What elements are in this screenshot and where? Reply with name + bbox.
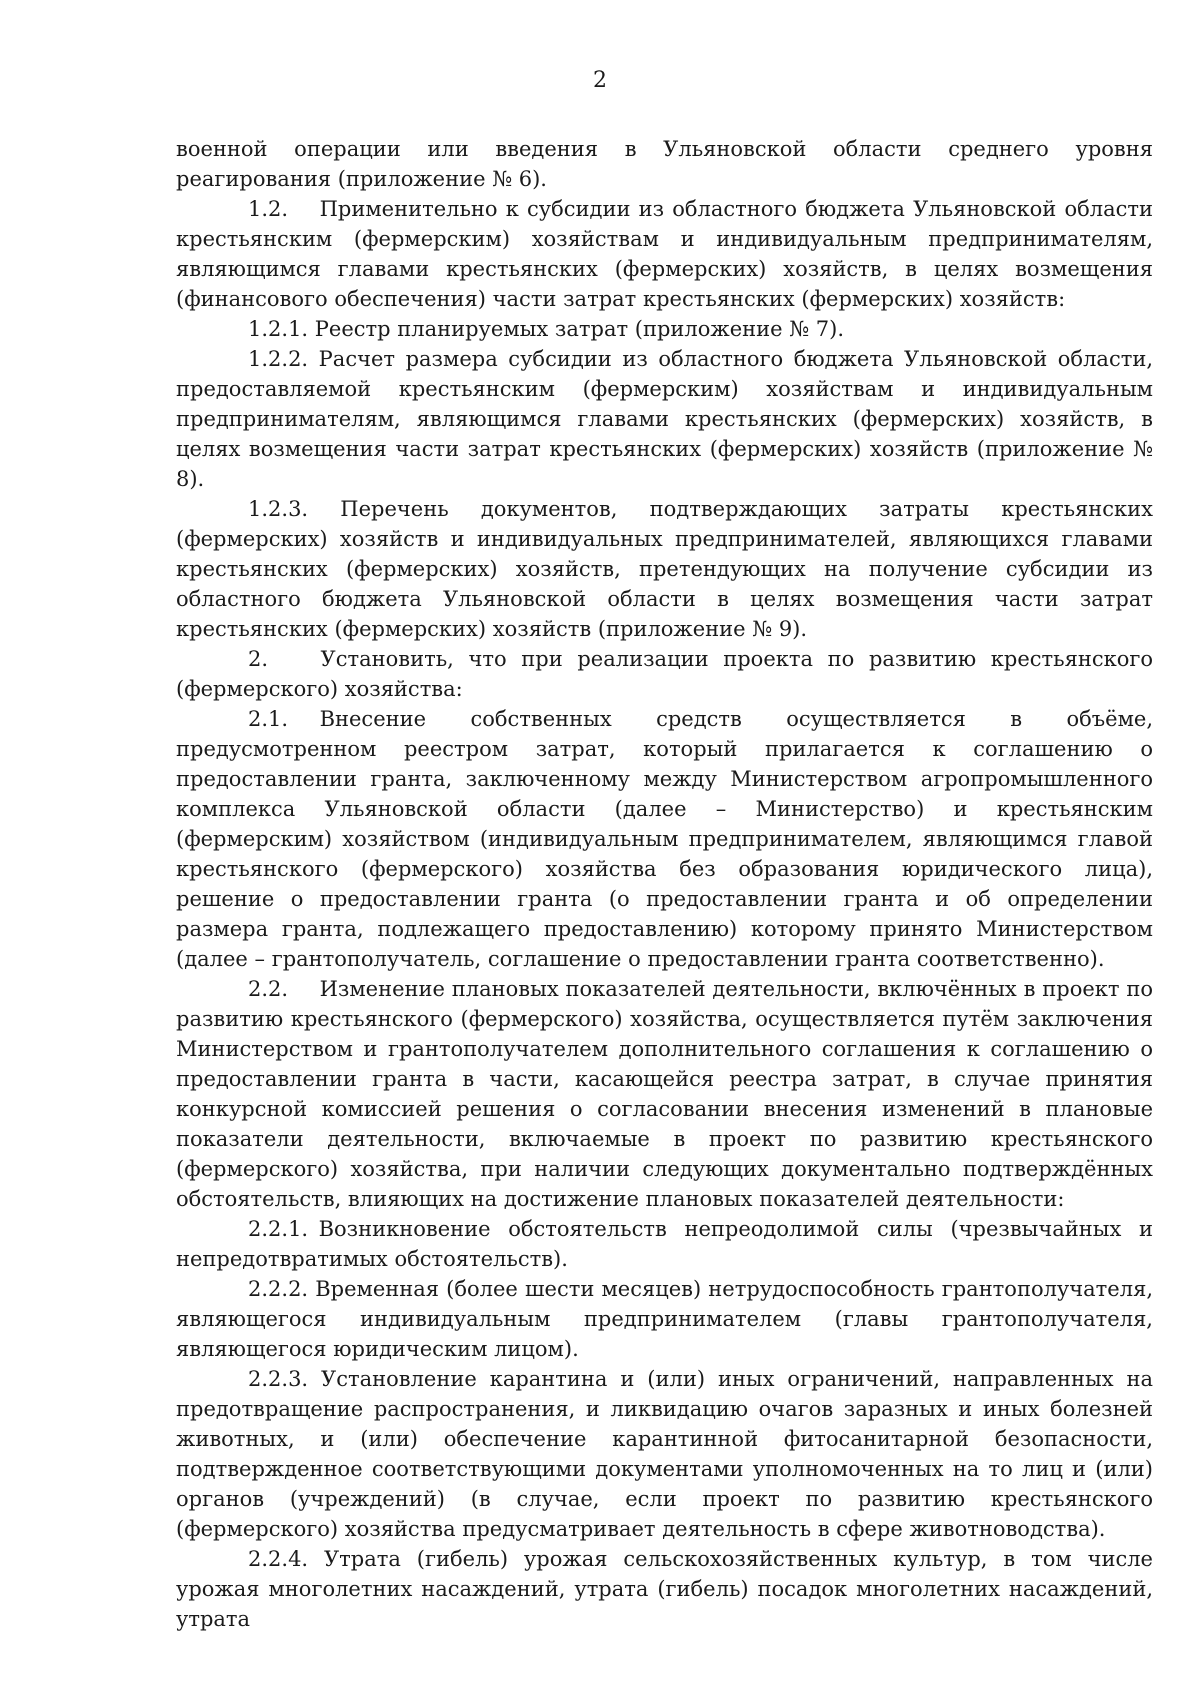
paragraph: 2.1. Внесение собственных средств осуществляется в объёме, предусмотренном реестром затрат, который прилагается к соглашению о предоставлении гранта, заключенному между Министерством агропромышленного комплекса Ульяновской области (далее – Министерство) и крестьянским (фермерским) хозяйством (индивидуальным предпринимателем, являющимся главой крестьянского (фермерского) хозяйства без образования юридического лица), решение о предоставлении гранта (о предоставлении гранта и об определении размера гранта, подлежащего предоставлению) которому принято Министерством (далее – грантополучатель, соглашение о предоставлении гранта соответственно). <box>176 707 1153 971</box>
paragraph: 1.2.3. Перечень документов, подтверждающих затраты крестьянских (фермерских) хозяйств и индивидуальных предпринимателей, являющихся главами крестьянских (фермерских) хозяйств, претендующих на получение субсидии из областного бюджета Ульяновской области в целях возмещения части затрат крестьянских (фермерских) хозяйств (приложение № 9). <box>176 497 1153 641</box>
paragraph: 2. Установить, что при реализации проекта по развитию крестьянского (фермерского) хозяйства: <box>176 647 1153 701</box>
paragraph: военной операции или введения в Ульяновской области среднего уровня реагирования (приложение № 6). <box>176 137 1153 191</box>
paragraph: 2.2. Изменение плановых показателей деятельности, включённых в проект по развитию крестьянского (фермерского) хозяйства, осуществляется путём заключения Министерством и грантополучателем дополнительного соглашения к соглашению о предоставлении гранта в части, касающейся реестра затрат, в случае принятия конкурсной комиссией решения о согласовании внесения изменений в плановые показатели деятельности, включаемые в проект по развитию крестьянского (фермерского) хозяйства, при наличии следующих документально подтверждённых обстоятельств, влияющих на достижение плановых показателей деятельности: <box>176 977 1153 1211</box>
paragraph: 1.2.2. Расчет размера субсидии из областного бюджета Ульяновской области, предоставляемой крестьянским (фермерским) хозяйствам и индивидуальным предпринимателям, являющимся главами крестьянских (фермерских) хозяйств, в целях возмещения части затрат крестьянских (фермерских) хозяйств (приложение № 8). <box>176 347 1153 491</box>
paragraph: 2.2.3. Установление карантина и (или) иных ограничений, направленных на предотвращение распространения, и ликвидацию очагов заразных и иных болезней животных, и (или) обеспечение карантинной фитосанитарной безопасности, подтвержденное соответствующими документами уполномоченных на то лиц и (или) органов (учреждений) (в случае, если проект по развитию крестьянского (фермерского) хозяйства предусматривает деятельность в сфере животноводства). <box>176 1367 1153 1541</box>
paragraph: 2.2.1. Возникновение обстоятельств непреодолимой силы (чрезвычайных и непредотвратимых обстоятельств). <box>176 1217 1153 1271</box>
page-number: 2 <box>593 68 607 93</box>
paragraph: 1.2.1. Реестр планируемых затрат (приложение № 7). <box>248 317 844 341</box>
paragraph: 1.2. Применительно к субсидии из областного бюджета Ульяновской области крестьянским (фермерским) хозяйствам и индивидуальным предпринимателям, являющимся главами крестьянских (фермерских) хозяйств, в целях возмещения (финансового обеспечения) части затрат крестьянских (фермерских) хозяйств: <box>176 197 1153 311</box>
paragraph: 2.2.2. Временная (более шести месяцев) нетрудоспособность грантополучателя, являющегося индивидуальным предпринимателем (главы грантополучателя, являющегося юридическим лицом). <box>176 1277 1153 1361</box>
paragraph: 2.2.4. Утрата (гибель) урожая сельскохозяйственных культур, в том числе урожая многолетних насаждений, утрата (гибель) посадок многолетних насаждений, утрата <box>176 1547 1153 1631</box>
document-body <box>176 134 1153 1634</box>
